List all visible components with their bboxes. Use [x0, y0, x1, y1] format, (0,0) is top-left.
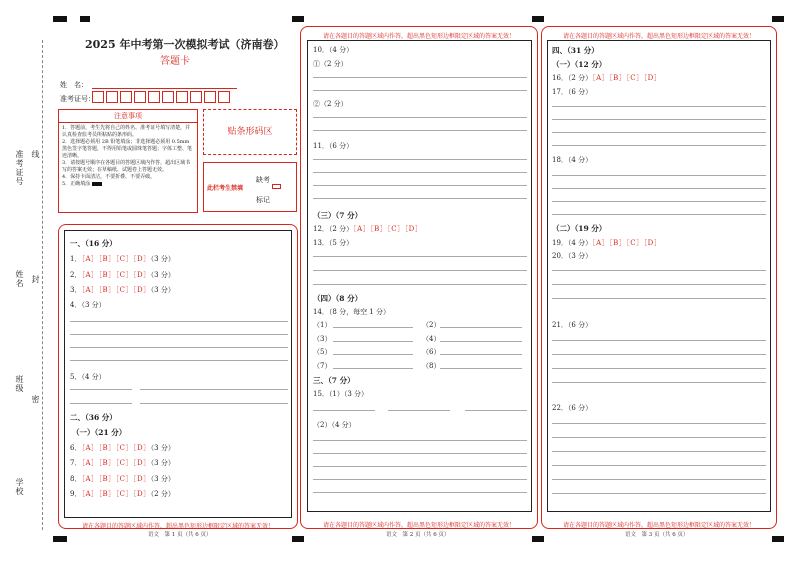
timing-mark [53, 16, 67, 22]
question-1[interactable]: 1．［A］［B］［C］［D］（3 分） [70, 255, 175, 263]
answer-line[interactable] [313, 130, 527, 131]
answer-line[interactable] [313, 159, 527, 160]
answer-line[interactable] [140, 403, 288, 404]
section-4-title: 四、（31 分） [552, 46, 599, 55]
notice-box [58, 109, 198, 213]
answer-line[interactable] [313, 172, 527, 173]
answer-line[interactable] [333, 327, 413, 328]
answer-line[interactable] [313, 77, 527, 78]
question-9[interactable]: 9．［A］［B］［C］［D］（2 分） [70, 490, 175, 498]
answer-line[interactable] [313, 185, 527, 186]
answer-region-3[interactable] [547, 40, 771, 512]
question-10-part1: ①（2 分） [313, 60, 348, 68]
warning-top-3: 请在各题目的答题区域内作答，超出黑色矩形边框限定区域的答案无效！ [562, 33, 755, 40]
answer-line[interactable] [552, 354, 766, 355]
question-13: 13．（5 分） [313, 239, 354, 247]
barcode-area [203, 109, 297, 155]
subsection-3-title: （三）（7 分） [313, 211, 363, 220]
question-4: 4．（3 分） [70, 301, 106, 309]
answer-line[interactable] [313, 284, 527, 285]
blank-3: （3） [313, 335, 332, 343]
answer-line[interactable] [440, 341, 522, 342]
answer-line[interactable] [440, 368, 522, 369]
filled-sample-icon [92, 182, 102, 186]
page-footer-3: 语文 第 3 页（共 6 页） [625, 532, 689, 538]
answer-line[interactable] [440, 354, 522, 355]
answer-line[interactable] [552, 423, 766, 424]
blank-1: （1） [313, 321, 332, 329]
blank-7: （7） [313, 362, 332, 370]
question-16[interactable]: 16．（2 分）［A］［B］［C］［D］ [552, 74, 662, 82]
timing-mark [532, 16, 544, 22]
question-7[interactable]: 7．［A］［B］［C］［D］（3 分） [70, 459, 175, 467]
question-11: 11．（6 分） [313, 142, 354, 150]
timing-mark [53, 536, 67, 542]
question-12[interactable]: 12．（2 分）［A］［B］［C］［D］ [313, 225, 423, 233]
question-15-part2: （2）（4 分） [313, 421, 356, 429]
answer-line[interactable] [552, 106, 766, 107]
notice-item: 4．保持卡面清洁，不要折叠、不要弄破。 [62, 174, 156, 180]
answer-line[interactable] [70, 403, 132, 404]
question-6[interactable]: 6．［A］［B］［C］［D］（3 分） [70, 444, 175, 452]
name-field[interactable] [92, 88, 237, 89]
answer-line[interactable] [552, 188, 766, 189]
answer-line[interactable] [313, 198, 527, 199]
question-20: 20．（3 分） [552, 252, 593, 260]
question-8[interactable]: 8．［A］［B］［C］［D］（3 分） [70, 475, 175, 483]
question-19[interactable]: 19．（4 分）［A］［B］［C］［D］ [552, 239, 662, 247]
answer-line[interactable] [313, 479, 527, 480]
notice-item: 1．答题前，考生先将自己的姓名、准考证号填写清楚，并认真检查监考员所粘贴的条形码。 [62, 125, 191, 138]
answer-line[interactable] [552, 298, 766, 299]
notice-item: 5．正确填涂 [62, 181, 91, 187]
blank-8: （8） [422, 362, 441, 370]
notice-item: 3．请按题号顺序在各题目的答题区域内作答，超出区域书写的答案无效；在草稿纸、试题卷上答题无效。 [62, 160, 191, 173]
answer-line[interactable] [313, 466, 527, 467]
answer-line[interactable] [333, 368, 413, 369]
answer-line[interactable] [313, 410, 375, 411]
answer-line[interactable] [313, 256, 527, 257]
warning-bottom-2: 请在各题目的答题区域内作答，超出黑色矩形边框限定区域的答案无效！ [322, 522, 515, 529]
question-2[interactable]: 2．［A］［B］［C］［D］（3 分） [70, 271, 175, 279]
answer-line[interactable] [552, 368, 766, 369]
section-1-title: 一、（16 分） [70, 239, 117, 248]
answer-line[interactable] [552, 382, 766, 383]
answer-line[interactable] [552, 465, 766, 466]
notice-item: 2．选择题必须用 2B 铅笔填涂；非选择题必须用 0.5mm 黑色签字笔答题，不得用铅笔或圆珠笔答题；字体工整、笔迹清晰。 [62, 139, 193, 159]
side-label-class: 班级 [15, 375, 24, 393]
answer-line[interactable] [552, 340, 766, 341]
answer-line[interactable] [465, 410, 527, 411]
answer-line[interactable] [552, 270, 766, 271]
absent-mark2: 标记 [256, 196, 270, 204]
question-17: 17．（6 分） [552, 88, 593, 96]
id-label: 准考证号： [60, 95, 95, 103]
absent-checkbox[interactable] [272, 184, 281, 189]
answer-line[interactable] [313, 270, 527, 271]
answer-line[interactable] [70, 334, 288, 335]
side-label-name: 姓名 [15, 270, 24, 288]
answer-line[interactable] [552, 132, 766, 133]
timing-mark [532, 536, 544, 542]
timing-mark [772, 536, 784, 542]
page-footer-2: 语文 第 2 页（共 6 页） [386, 532, 450, 538]
side-label-school: 学校 [15, 478, 24, 496]
answer-line[interactable] [552, 493, 766, 494]
subsection-4-title: （四）（8 分） [313, 294, 363, 303]
question-5: 5．（4 分） [70, 373, 106, 381]
answer-line[interactable] [552, 437, 766, 438]
answer-line[interactable] [140, 389, 288, 390]
binding-line [42, 40, 43, 530]
blank-5: （5） [313, 348, 332, 356]
question-21: 21．（6 分） [552, 321, 593, 329]
question-18: 18．（4 分） [552, 156, 593, 164]
answer-line[interactable] [552, 214, 766, 215]
answer-line[interactable] [552, 451, 766, 452]
blank-4: （4） [422, 335, 441, 343]
answer-line[interactable] [70, 347, 288, 348]
side-label-id: 准考证号 [15, 150, 24, 186]
answer-line[interactable] [552, 145, 766, 146]
question-14: 14．（8 分，每空 1 分） [313, 308, 390, 316]
answer-line[interactable] [388, 410, 450, 411]
section-3-title: 三、（7 分） [313, 376, 355, 385]
side-label-secret: 密 [31, 395, 40, 404]
answer-region-2[interactable] [307, 40, 532, 512]
answer-line[interactable] [333, 341, 413, 342]
absent-box [203, 162, 297, 212]
timing-mark [772, 16, 784, 22]
question-10-part2: ②（2 分） [313, 100, 348, 108]
warning-top-2: 请在各题目的答题区域内作答，超出黑色矩形边框限定区域的答案无效！ [322, 33, 515, 40]
absent-label: 此栏考生禁填 [207, 185, 244, 192]
answer-line[interactable] [313, 453, 527, 454]
side-label-seal: 封 [31, 275, 40, 284]
notice-title: 注意事项 [59, 110, 197, 123]
id-boxes[interactable] [92, 91, 242, 105]
answer-line[interactable] [70, 389, 132, 390]
answer-line[interactable] [313, 492, 527, 493]
answer-line[interactable] [552, 119, 766, 120]
timing-mark [292, 536, 304, 542]
answer-line[interactable] [70, 360, 288, 361]
blank-6: （6） [422, 348, 441, 356]
subsection-c1-title: （一）（12 分） [552, 60, 607, 69]
answer-line[interactable] [333, 354, 413, 355]
absent-mark1: 缺考 [256, 176, 270, 184]
answer-line[interactable] [313, 90, 527, 91]
subsection-c2-title: （二）（19 分） [552, 224, 607, 233]
barcode-label: 贴条形码区 [227, 127, 273, 137]
subsection-1-title: （一）（21 分） [72, 428, 127, 437]
page-subtitle: 答题卡 [160, 56, 190, 67]
answer-line[interactable] [440, 327, 522, 328]
side-label-line: 线 [31, 150, 40, 159]
warning-bottom-3: 请在各题目的答题区域内作答，超出黑色矩形边框限定区域的答案无效！ [562, 522, 755, 529]
question-10: 10．（4 分） [313, 46, 354, 54]
answer-line[interactable] [552, 284, 766, 285]
warning-bottom-1: 请在各题目的答题区域内作答，超出黑色矩形边框限定区域的答案无效！ [81, 523, 274, 530]
name-label: 姓 名： [60, 81, 88, 89]
timing-mark [292, 16, 304, 22]
answer-line[interactable] [552, 201, 766, 202]
section-2-title: 二、（36 分） [70, 413, 117, 422]
question-15-part1: 15．（1）（3 分） [313, 390, 369, 398]
answer-line[interactable] [70, 321, 288, 322]
answer-line[interactable] [552, 479, 766, 480]
page-title: 2025 年中考第一次模拟考试（济南卷） [85, 38, 285, 51]
question-22: 22．（6 分） [552, 404, 593, 412]
page-footer-1: 语文 第 1 页（共 6 页） [148, 532, 212, 538]
blank-2: （2） [422, 321, 441, 329]
question-3[interactable]: 3．［A］［B］［C］［D］（3 分） [70, 286, 175, 294]
answer-line[interactable] [313, 440, 527, 441]
answer-line[interactable] [552, 175, 766, 176]
timing-mark [80, 16, 90, 22]
answer-line[interactable] [313, 117, 527, 118]
